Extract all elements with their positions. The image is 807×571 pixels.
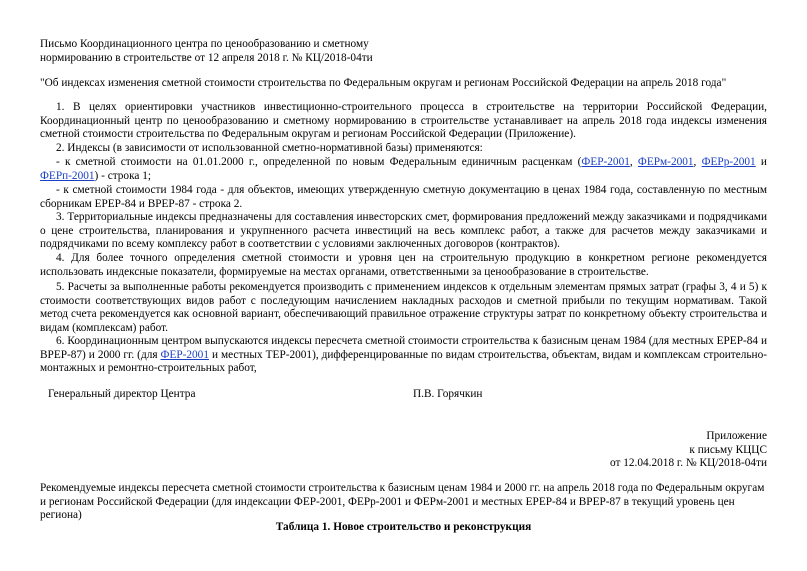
signature-position: Генеральный директор Центра bbox=[48, 388, 196, 400]
letter-subject: "Об индексах изменения сметной стоимости строительства по Федеральным округам и регионам Российской Федерации на апрель 2018 года" bbox=[40, 77, 727, 89]
link-ferr-2001[interactable]: ФЕРр-2001 bbox=[701, 156, 756, 168]
separator: , bbox=[629, 156, 638, 168]
paragraph-2a bbox=[40, 156, 767, 183]
paragraph-6-text: 6. Координационным центром выпускаются индексы пересчета сметной стоимости строительства к базисным ценам 1984 (для местных ЕРЕР-84 и ВРЕР-87) и 2000 гг. (для bbox=[40, 335, 767, 361]
separator: , bbox=[693, 156, 702, 168]
paragraph-5: 5. Расчеты за выполненные работы рекомендуется производить с применением индексов к отдельным элементам прямых затрат (графы 3, 4 и 5) к стоимости соответствующих видов работ с последующим начислением накладных расходов и сметной прибыли по текущим нормативам. Такой метод счета рекомендуется как основной вариант, обеспечивающий правильное отражение структуры затрат по конкретному объекту строительства и видам (комплексам) работ. bbox=[40, 281, 767, 334]
paragraph-2b: - к сметной стоимости 1984 года - для объектов, имеющих утвержденную сметную документацию в ценах 1984 года, составленную по местным сборникам ЕРЕР-84 и ВРЕР-87 - строка 2. bbox=[40, 184, 767, 210]
appendix-line3: от 12.04.2018 г. № КЦ/2018-04ти bbox=[610, 457, 767, 470]
paragraph-6-end: и местных ТЕР-2001), дифференцированные по видам строительства, объектам, видам и комплексам строительно-монтажных и ремонтно-строительных работ, bbox=[40, 348, 767, 375]
paragraph-1: 1. В целях ориентировки участников инвестиционно-строительного процесса в строительстве на территории Российской Федерации, Координационный центр по ценообразованию и сметному нормированию в строительстве устанавливает на апрель 2018 года индексы изменения сметной стоимости строительства по Федеральным округам и регионам Российской Федерации (Приложение). bbox=[40, 101, 767, 141]
paragraph-4: 4. Для более точного определения сметной стоимости и уровня цен на строительную продукцию в конкретном регионе рекомендуется использовать индексные показатели, формируемые на местах органами, ответственными за ценообразование в строительстве. bbox=[40, 252, 767, 278]
letter-title bbox=[40, 38, 767, 65]
letter-title-line1: Письмо Координационного центра по ценообразованию и сметному bbox=[40, 38, 369, 50]
appendix-description: Рекомендуемые индексы пересчета сметной стоимости строительства к базисным ценам 1984 и 2000 гг. на апрель 2018 года по Федеральным округам и регионам Российской Федерации (для индексации ФЕР-2001, ФЕРр-2001 и ФЕРм-2001 и местных ЕРЕР-84 и ВРЕР-87 в текущий уровень цен региона) bbox=[40, 482, 765, 522]
link-ferp-2001[interactable]: ФЕРп-2001 bbox=[40, 169, 95, 182]
paragraph-2: 2. Индексы (в зависимости от использованной сметно-нормативной базы) применяются: bbox=[56, 142, 483, 154]
paragraph-3: 3. Территориальные индексы предназначены для составления инвесторских смет, формирования предложений между заказчиками и подрядчиками о цене строительства, планирования и укрупненного расчета инвестиций на весь комплекс работ, а также для расчетов между заказчиками и подрядчиками по всему комплексу работ в соответствии с условиями заключенных договоров (контрактов). bbox=[40, 211, 767, 251]
link-fer-2001-p6[interactable]: ФЕР-2001 bbox=[160, 348, 209, 361]
paragraph-6 bbox=[40, 335, 767, 376]
link-fer-2001[interactable]: ФЕР-2001 bbox=[581, 156, 630, 168]
appendix-line1: Приложение bbox=[706, 430, 767, 442]
paragraph-2a-text: - к сметной стоимости на 01.01.2000 г., определенной по новым Федеральным единичным расценкам ( bbox=[56, 156, 582, 168]
appendix-header bbox=[40, 430, 767, 471]
appendix-line2: к письму КЦЦС bbox=[689, 443, 767, 456]
link-ferm-2001[interactable]: ФЕРм-2001 bbox=[637, 156, 694, 168]
signature-name: П.В. Горячкин bbox=[413, 388, 483, 400]
separator: и bbox=[755, 156, 767, 168]
table-title: Таблица 1. Новое строительство и реконструкция bbox=[275, 521, 532, 533]
paragraph-2a-end: ) - строка 1; bbox=[94, 169, 152, 182]
letter-title-line2: нормированию в строительстве от 12 апреля 2018 г. № КЦ/2018-04ти bbox=[40, 51, 373, 64]
